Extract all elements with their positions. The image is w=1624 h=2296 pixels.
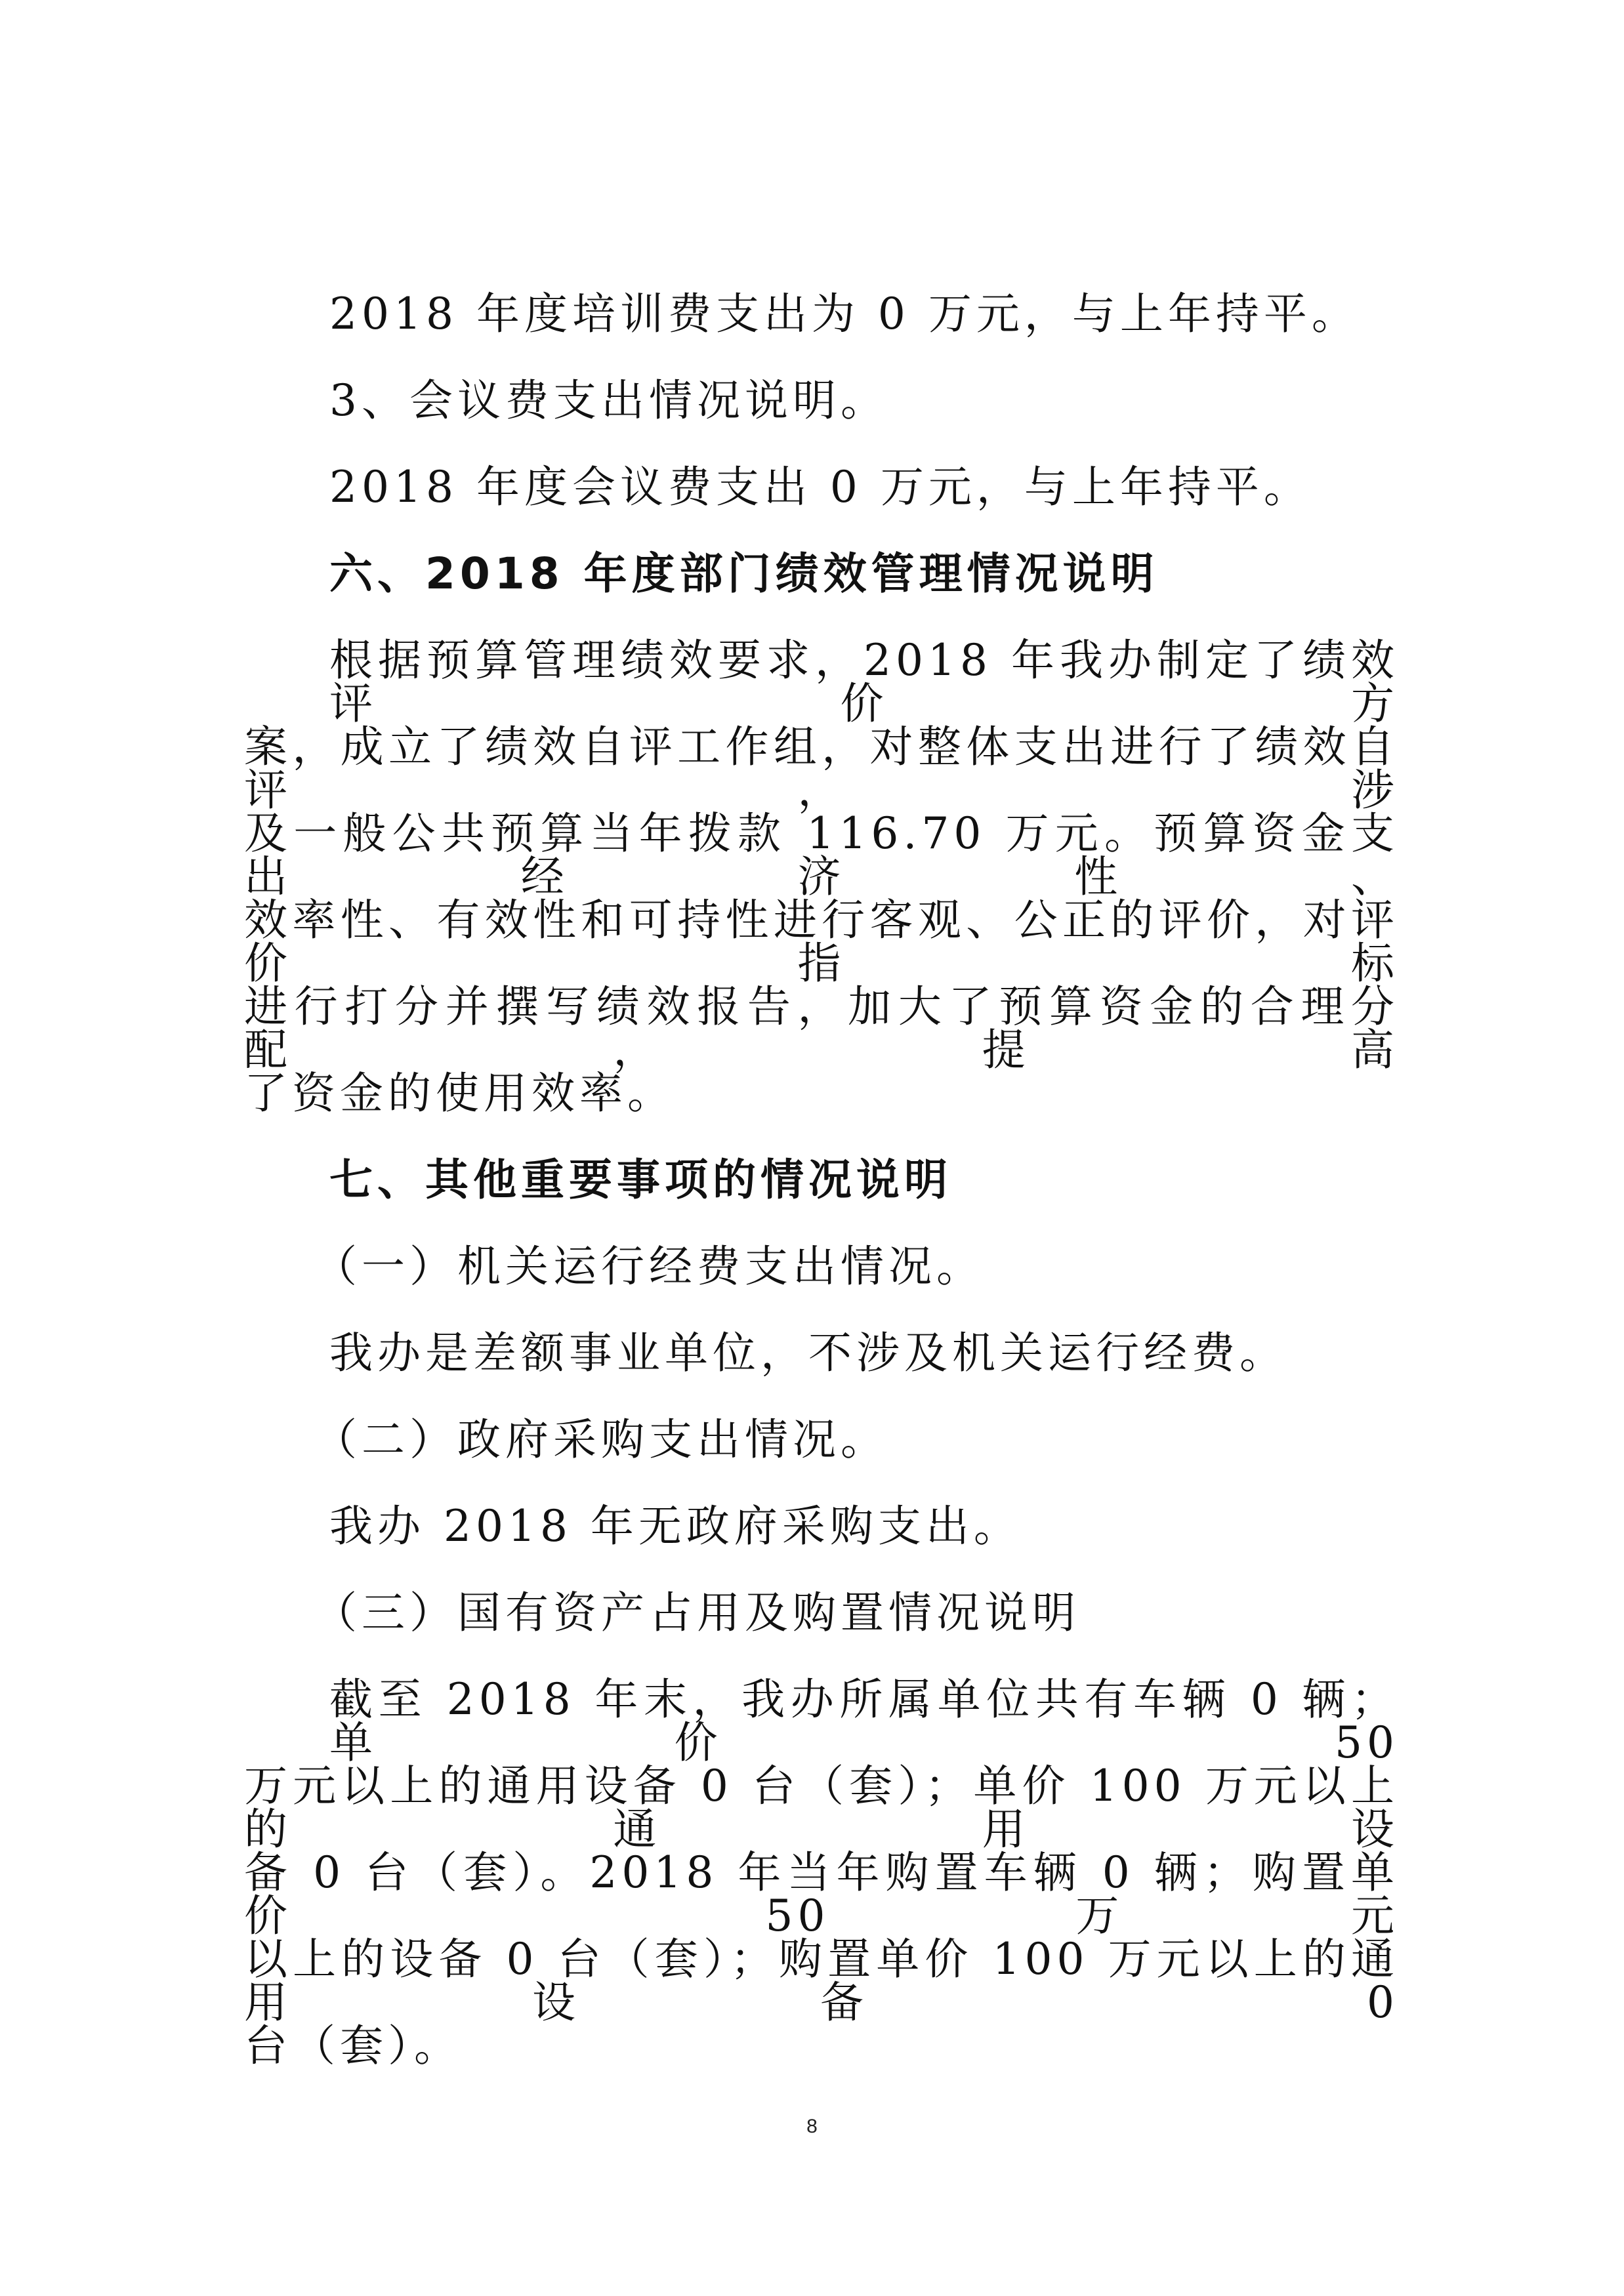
subheading-operating-expenses: （一）机关运行经费支出情况。 — [314, 1241, 984, 1292]
subheading-state-assets: （三）国有资产占用及购置情况说明 — [314, 1588, 1080, 1638]
section-heading-other-matters: 七、其他重要事项的情况说明 — [329, 1155, 952, 1205]
paragraph-performance-line-5: 进行打分并撰写绩效报告，加大了预算资金的合理分配，提高 — [244, 981, 1399, 1075]
paragraph-assets-line-2: 万元以上的通用设备 0 台（套）；单价 100 万元以上的通用设 — [244, 1761, 1399, 1855]
paragraph-meeting-fee: 2018 年度会议费支出 0 万元，与上年持平。 — [329, 462, 1312, 512]
section-heading-performance: 六、2018 年度部门绩效管理情况说明 — [329, 548, 1159, 599]
paragraph-performance-line-2: 案，成立了绩效自评工作组，对整体支出进行了绩效自评，涉 — [244, 722, 1399, 815]
subheading-government-procurement: （二）政府采购支出情况。 — [314, 1414, 888, 1465]
page-number: 8 — [806, 2116, 818, 2137]
paragraph-training-fee: 2018 年度培训费支出为 0 万元，与上年持平。 — [329, 289, 1360, 339]
subheading-meeting-fee: 3、会议费支出情况说明。 — [329, 375, 888, 426]
paragraph-performance-line-1: 根据预算管理绩效要求，2018 年我办制定了绩效评价方 — [329, 635, 1399, 729]
paragraph-performance-line-6: 了资金的使用效率。 — [244, 1068, 675, 1118]
paragraph-assets-line-4: 以上的设备 0 台（套）；购置单价 100 万元以上的通用设备 0 — [244, 1934, 1399, 2028]
paragraph-government-procurement: 我办 2018 年无政府采购支出。 — [329, 1501, 1022, 1551]
paragraph-performance-line-3: 及一般公共预算当年拨款 116.70 万元。预算资金支出经济性、 — [244, 808, 1399, 902]
paragraph-assets-line-5: 台（套）。 — [244, 2020, 462, 2071]
paragraph-assets-line-3: 备 0 台（套）。2018 年当年购置车辆 0 辆；购置单价 50 万元 — [244, 1847, 1399, 1941]
paragraph-performance-line-4: 效率性、有效性和可持性进行客观、公正的评价，对评价指标 — [244, 895, 1399, 989]
paragraph-operating-expenses: 我办是差额事业单位，不涉及机关运行经费。 — [329, 1328, 1287, 1378]
paragraph-assets-line-1: 截至 2018 年末，我办所属单位共有车辆 0 辆；单价 50 — [329, 1674, 1399, 1768]
